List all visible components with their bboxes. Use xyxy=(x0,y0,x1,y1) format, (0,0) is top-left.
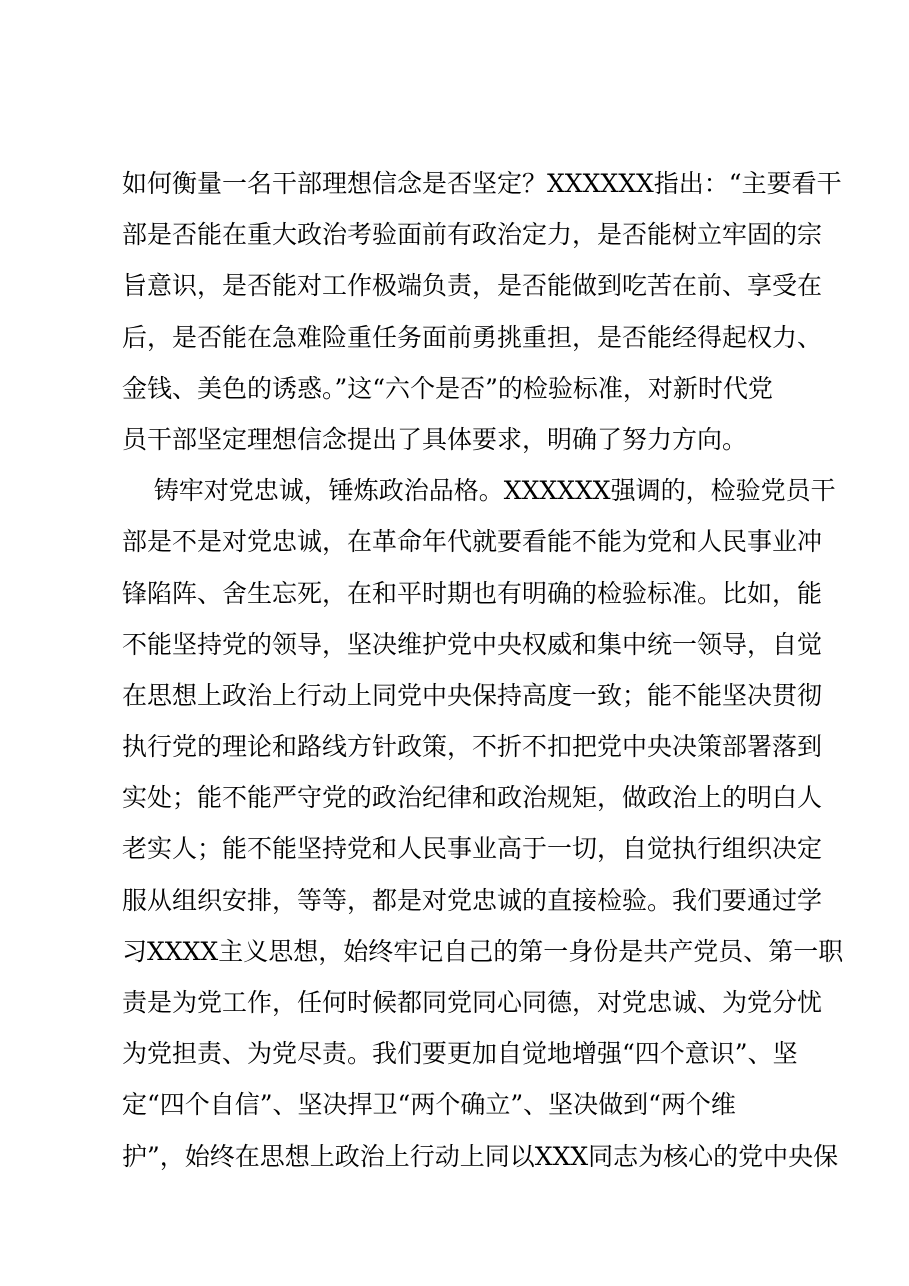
text-line: 责是为党工作，任何时候都同党同心同德，对党忠诚、为党分忧 xyxy=(122,988,823,1017)
text-line: 如何衡量一名干部理想信念是否坚定？XXXXXX指出：“主要看干 xyxy=(122,169,842,198)
text-line: 护”，始终在思想上政治上行动上同以XXX同志为核心的党中央保 xyxy=(122,1141,839,1171)
text-line: 员干部坚定理想信念提出了具体要求，明确了努力方向。 xyxy=(122,424,748,454)
text-line: 为党担责、为党尽责。我们要更加自觉地增强“四个意识”、坚 xyxy=(122,1039,798,1069)
text-line: 不能坚持党的领导，坚决维护党中央权威和集中统一领导，自觉 xyxy=(122,629,823,659)
text-line: 定“四个自信”、坚决捍卫“两个确立”、坚决做到“两个维 xyxy=(122,1090,736,1120)
text-line: 服从组织安排，等等，都是对党忠诚的直接检验。我们要通过学 xyxy=(122,885,823,915)
text-line: 铸牢对党忠诚，锤炼政治品格。XXXXXX强调的，检验党员干 xyxy=(122,476,836,506)
body-text xyxy=(122,158,844,1182)
text-line: 实处；能不能严守党的政治纪律和政治规矩，做政治上的明白人 xyxy=(122,783,823,813)
text-line: 执行党的理论和路线方针政策，不折不扣把党中央决策部署落到 xyxy=(122,732,823,762)
text-line: 老实人；能不能坚持党和人民事业高于一切，自觉执行组织决定 xyxy=(122,834,823,864)
text-line: 金钱、美色的诱惑。”这“六个是否”的检验标准，对新时代党 xyxy=(122,373,773,403)
text-line: 习XXXX主义思想，始终牢记自己的第一身份是共产党员、第一职 xyxy=(122,936,844,966)
text-line: 后，是否能在急难险重任务面前勇挑重担，是否能经得起权力、 xyxy=(122,322,823,352)
text-line: 部是否能在重大政治考验面前有政治定力，是否能树立牢固的宗 xyxy=(122,220,823,250)
text-line: 锋陷阵、舍生忘死，在和平时期也有明确的检验标准。比如，能 xyxy=(122,578,823,608)
text-line: 旨意识，是否能对工作极端负责，是否能做到吃苦在前、享受在 xyxy=(122,271,823,301)
text-line: 部是不是对党忠诚，在革命年代就要看能不能为党和人民事业冲 xyxy=(122,527,823,557)
text-line: 在思想上政治上行动上同党中央保持高度一致；能不能坚决贯彻 xyxy=(122,680,823,710)
